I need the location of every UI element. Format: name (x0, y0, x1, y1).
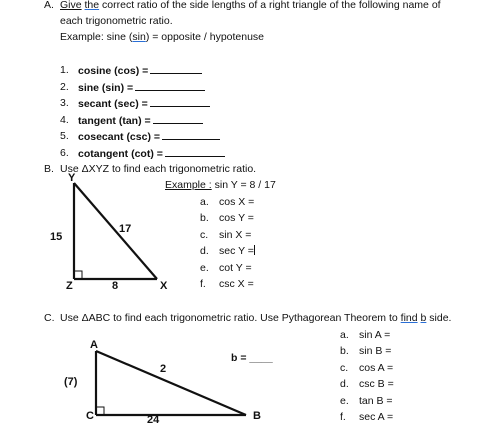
list-item-letter: f. (200, 278, 206, 290)
word-the: the (84, 0, 100, 11)
example-sin: sin (132, 31, 146, 43)
section-a-letter: A. (44, 0, 54, 11)
list-item-letter: b. (340, 345, 349, 357)
vertex-a-label: A (90, 339, 98, 351)
vertex-z-label: Z (66, 280, 73, 292)
item-label: cotangent (cot) = (78, 148, 163, 160)
side-ab-label: 2 (160, 363, 167, 375)
instruction-rest: correct ratio of the side lengths of a right triangle of the following name of (102, 0, 441, 11)
list-item-tan-b: tan B = (359, 395, 393, 407)
item-label: sine (sin) = (78, 82, 134, 94)
side-ca-label: (7) (64, 376, 78, 388)
list-item-letter: d. (340, 378, 349, 390)
vertex-y-label: Y (68, 172, 76, 184)
intro-pre: Use ΔABC to find each trigonometric ratio. Use Pythagorean Theorem to (60, 312, 398, 324)
section-b-instruction: Use ΔXYZ to find each trigonometric ratio. (60, 163, 257, 175)
list-item-number: 6. (60, 147, 69, 159)
b-answer-blank[interactable]: b = ____ (231, 352, 273, 364)
intro-post: side. (429, 312, 452, 324)
word-find: find (400, 312, 418, 324)
right-angle-mark (74, 271, 82, 279)
list-item-number: 4. (60, 114, 69, 126)
list-item-csc-b: csc B = (359, 378, 394, 390)
list-item-number: 5. (60, 130, 69, 142)
list-item-letter: c. (340, 362, 349, 374)
list-item-number: 2. (60, 81, 69, 93)
list-item-letter: f. (340, 411, 346, 423)
item-label: tangent (tan) = (78, 115, 151, 127)
list-item-letter: e. (340, 395, 349, 407)
vertex-b-label: B (253, 410, 261, 422)
list-item-letter: e. (200, 262, 209, 274)
list-item-cos-a: cos A = (359, 362, 394, 374)
list-item-cos-y: cos Y = (219, 212, 254, 224)
item-text: sec Y = (219, 245, 254, 257)
list-item-sec-a: sec A = (359, 411, 394, 423)
list-item-letter: a. (340, 329, 349, 341)
side-ab (96, 351, 246, 415)
list-item-letter: b. (200, 212, 209, 224)
side-xy (74, 183, 157, 279)
list-item-number: 1. (60, 64, 69, 76)
right-angle-mark (96, 407, 104, 415)
list-item-sin-x: sin X = (219, 229, 252, 241)
list-item-number: 3. (60, 97, 69, 109)
item-label: cosine (cos) = (78, 65, 149, 77)
word-give: Give (60, 0, 82, 11)
section-c-letter: C. (44, 312, 55, 324)
vertex-x-label: X (160, 280, 168, 292)
vertex-c-label: C (86, 410, 94, 422)
list-item-csc-x: csc X = (219, 278, 254, 290)
list-item-cos-x: cos X = (219, 196, 255, 208)
side-xy-label: 17 (119, 223, 132, 235)
section-b-letter: B. (44, 163, 54, 175)
section-c-instruction (60, 312, 451, 324)
item-label: cosecant (csc) = (78, 131, 161, 143)
section-a-instruction-line2: each trigonometric ratio. (60, 15, 173, 27)
side-cb-label: 24 (147, 414, 160, 426)
list-item-sin-b: sin B = (359, 345, 392, 357)
list-item-letter: d. (200, 245, 209, 257)
example-label: Example : (165, 179, 212, 191)
side-zy-label: 15 (50, 231, 63, 243)
example-pre: Example: sine ( (60, 31, 133, 43)
list-item-sin-a: sin A = (359, 329, 391, 341)
example-post: ) = opposite / hypotenuse (145, 31, 265, 43)
example-text: sin Y = 8 / 17 (214, 179, 276, 191)
item-label: secant (sec) = (78, 98, 148, 110)
list-item-letter: a. (200, 196, 209, 208)
word-b: b (420, 312, 427, 324)
side-zx-label: 8 (112, 280, 119, 292)
list-item-letter: c. (200, 229, 209, 241)
list-item-cot-y: cot Y = (219, 262, 252, 274)
